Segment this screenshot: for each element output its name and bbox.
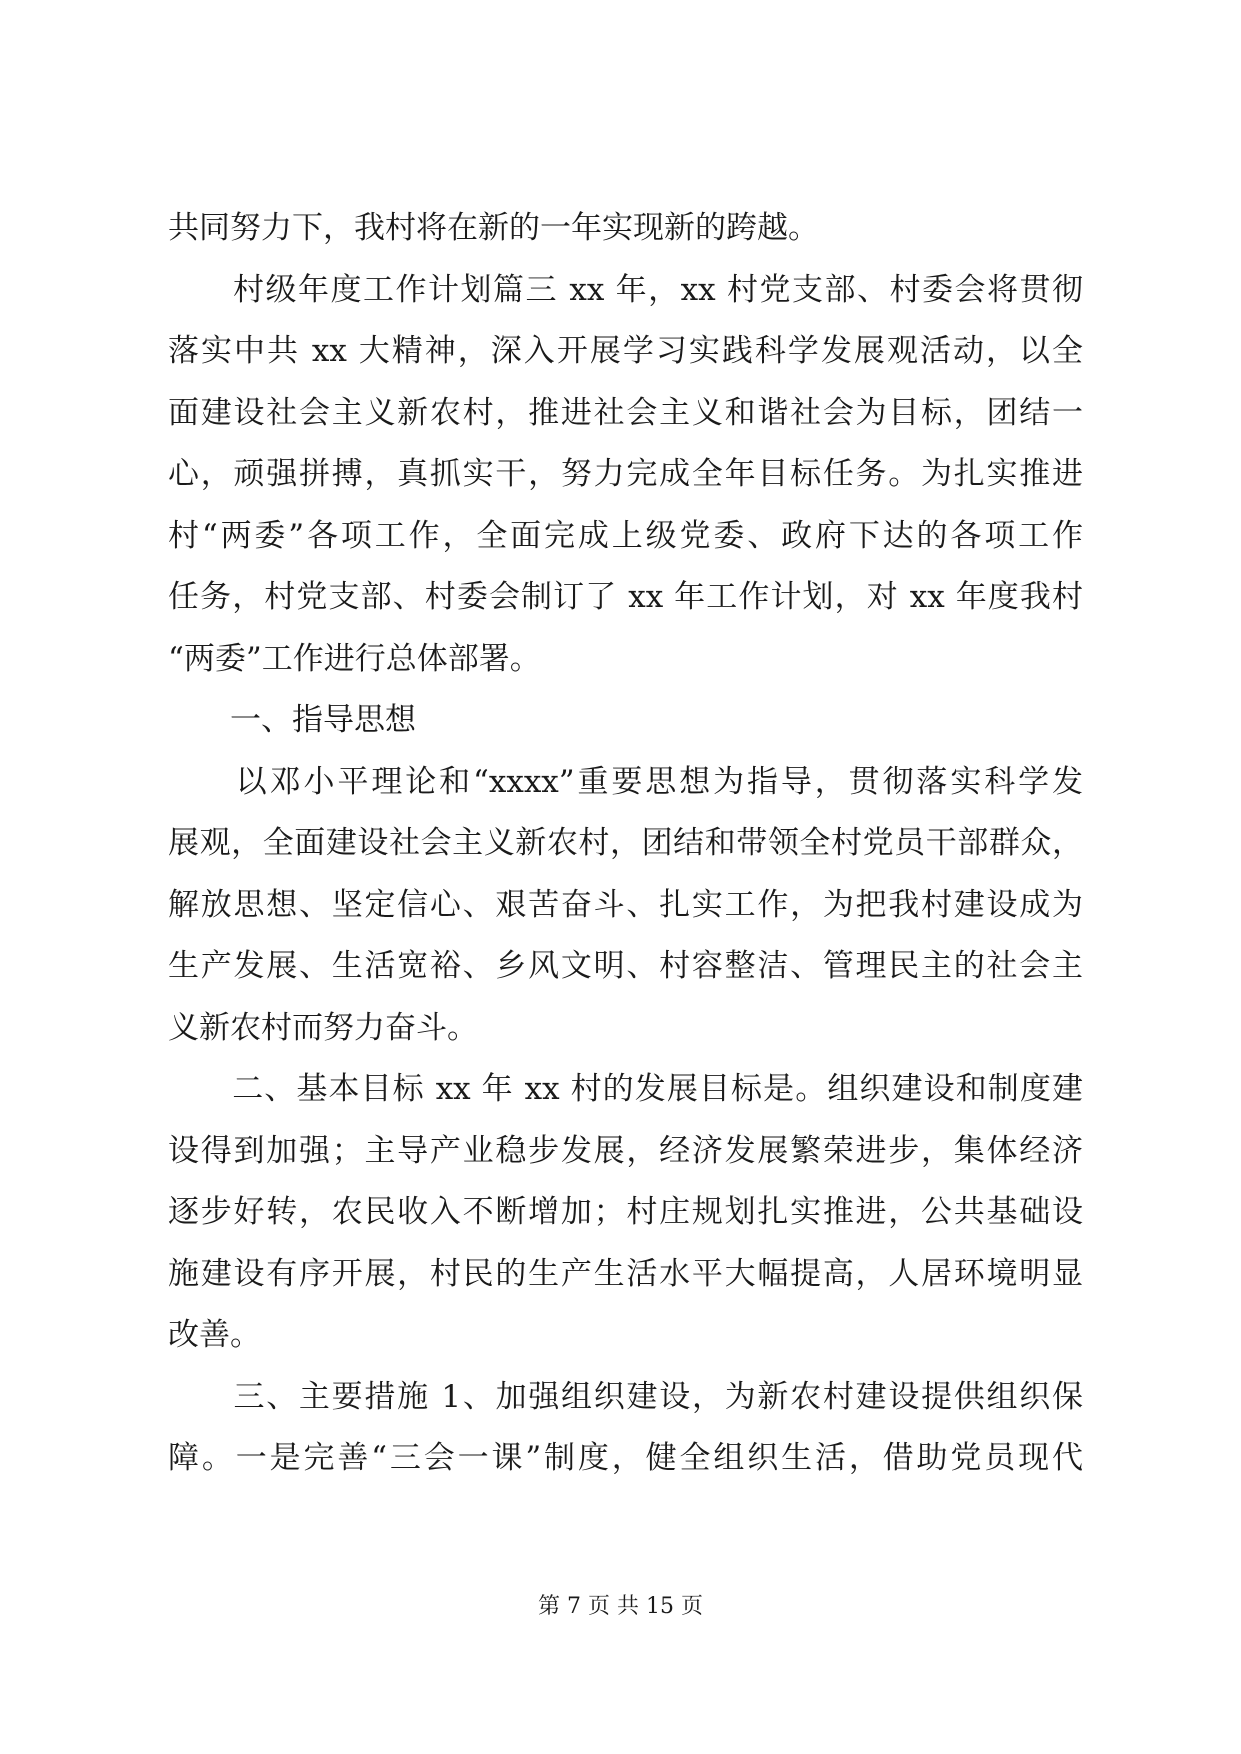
text-line: 解放思想、坚定信心、艰苦奋斗、扎实工作，为把我村建设成为 bbox=[168, 886, 1083, 923]
text-line: 逐步好转，农民收入不断增加；村庄规划扎实推进，公共基础设 bbox=[168, 1194, 1083, 1230]
text-line: 以邓小平理论和“xxxx”重要思想为指导，贯彻落实科学发 bbox=[168, 763, 1083, 800]
text-line: “两委”工作进行总体部署。 bbox=[168, 640, 541, 677]
text-line: 面建设社会主义新农村，推进社会主义和谐社会为目标，团结一 bbox=[168, 394, 1083, 431]
document-body bbox=[168, 198, 1083, 1490]
text-line: 村级年度工作计划篇三 xx 年，xx 村党支部、村委会将贯彻 bbox=[168, 271, 1083, 308]
text-line: 一、指导思想 bbox=[168, 702, 416, 738]
text-line: 任务，村党支部、村委会制订了 xx 年工作计划，对 xx 年度我村 bbox=[168, 579, 1083, 615]
text-line: 三、主要措施 1、加强组织建设，为新农村建设提供组织保 bbox=[168, 1378, 1083, 1415]
text-line: 村“两委”各项工作，全面完成上级党委、政府下达的各项工作 bbox=[168, 517, 1083, 554]
text-line: 落实中共 xx 大精神，深入开展学习实践科学发展观活动，以全 bbox=[168, 333, 1083, 369]
text-line: 心，顽强拼搏，真抓实干，努力完成全年目标任务。为扎实推进 bbox=[168, 456, 1083, 492]
text-line: 生产发展、生活宽裕、乡风文明、村容整洁、管理民主的社会主 bbox=[168, 948, 1083, 984]
text-line: 共同努力下，我村将在新的一年实现新的跨越。 bbox=[168, 210, 819, 246]
text-line: 设得到加强；主导产业稳步发展，经济发展繁荣进步，集体经济 bbox=[168, 1132, 1083, 1169]
page-footer: 第 7 页 共 15 页 bbox=[538, 1594, 703, 1619]
text-line: 义新农村而努力奋斗。 bbox=[168, 1009, 478, 1046]
text-line: 改善。 bbox=[168, 1317, 261, 1353]
text-line: 二、基本目标 xx 年 xx 村的发展目标是。组织建设和制度建 bbox=[168, 1071, 1083, 1107]
text-line: 障。一是完善“三会一课”制度，健全组织生活，借助党员现代 bbox=[168, 1440, 1083, 1476]
text-line: 展观，全面建设社会主义新农村，团结和带领全村党员干部群众， bbox=[168, 825, 1083, 861]
text-line: 施建设有序开展，村民的生产生活水平大幅提高，人居环境明显 bbox=[168, 1255, 1083, 1292]
